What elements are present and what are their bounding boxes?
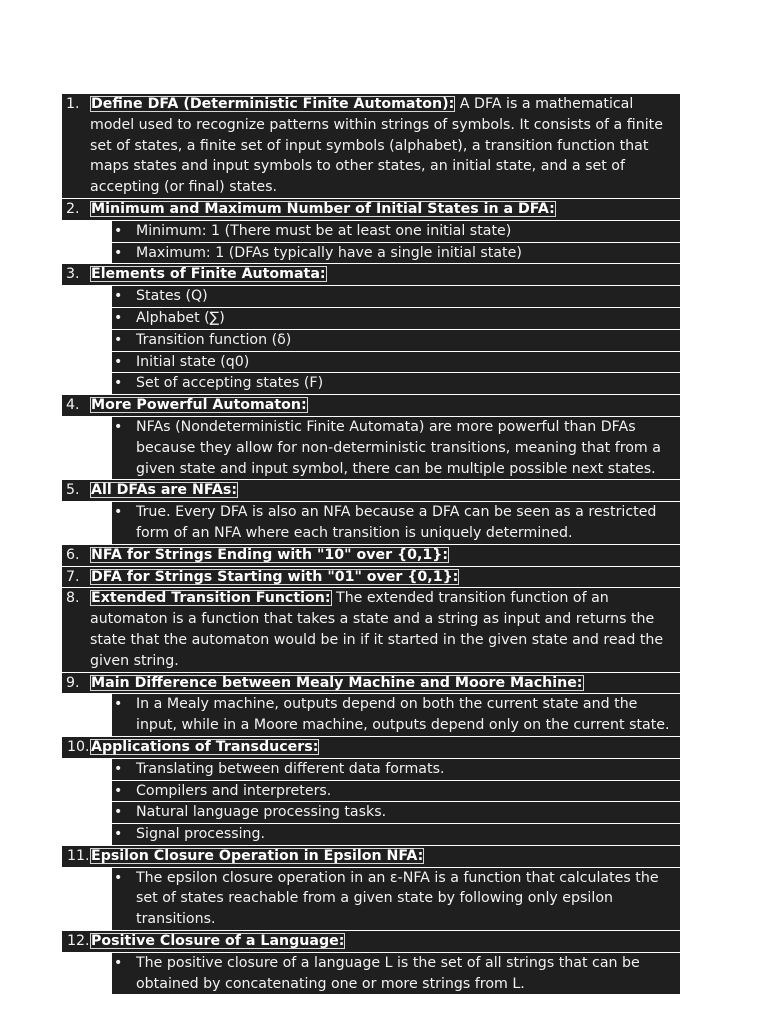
bullet-text: In a Mealy machine, outputs depend on both the current state and the input, while in a Moore machine, outputs depend only on the current state. [136,696,670,734]
bullet-dot-icon: • [114,954,123,971]
item-number: 7. [66,568,80,585]
list-item [62,930,680,952]
list-item [62,672,680,694]
item-number: 12. [67,933,90,950]
bullet-item [112,952,680,995]
bullet-dot-icon: • [114,826,123,843]
item-number: 5. [66,482,80,499]
bullet-item [112,329,680,351]
item-heading: DFA for Strings Starting with "01" over {0,1}: [91,568,459,585]
list-item [62,544,680,566]
list-item [62,394,680,416]
bullet-dot-icon: • [114,696,123,713]
list-item [62,566,680,588]
item-heading: All DFAs are NFAs: [91,482,238,499]
list-item [62,93,680,198]
bullet-text: The epsilon closure operation in an ε-NFA is a function that calculates the set of states reachable from a given state by following only epsilon transitions. [136,869,659,928]
bullet-dot-icon: • [114,375,123,392]
list-item [62,587,680,671]
bullet-dot-icon: • [114,244,123,261]
list-item [62,845,680,867]
bullet-text: Minimum: 1 (There must be at least one initial state) [136,222,512,239]
bullet-item [112,693,680,736]
bullet-text: Set of accepting states (F) [136,375,324,392]
item-heading: Elements of Finite Automata: [91,266,326,283]
bullet-dot-icon: • [114,331,123,348]
item-heading: Minimum and Maximum Number of Initial States in a DFA: [91,200,555,217]
bullet-item [112,867,680,930]
bullet-text: The positive closure of a language L is the set of all strings that can be obtained by concatenating one or more strings from L. [136,954,640,992]
item-number: 4. [66,397,80,414]
bullet-item [112,780,680,802]
bullet-dot-icon: • [114,760,123,777]
bullet-dot-icon: • [114,353,123,370]
item-number: 3. [66,266,80,283]
bullet-text: Signal processing. [136,826,266,843]
item-number: 10. [67,738,90,755]
bullet-item [112,801,680,823]
bullet-text: Initial state (q0) [136,353,250,370]
item-number: 1. [66,96,80,112]
item-number: 6. [66,546,80,563]
bullet-dot-icon: • [114,804,123,821]
item-number: 9. [66,674,80,691]
list-item [62,263,680,285]
list-item [62,198,680,220]
bullet-dot-icon: • [114,309,123,326]
item-heading: Epsilon Closure Operation in Epsilon NFA: [91,847,424,864]
bullet-item [112,220,680,242]
item-number: 8. [66,590,80,607]
item-heading: Extended Transition Function: [91,590,331,607]
list-item [62,479,680,501]
bullet-dot-icon: • [114,504,123,521]
document-page [62,93,680,994]
bullet-text: Translating between different data formats. [136,760,445,777]
bullet-text: Natural language processing tasks. [136,804,387,821]
bullet-dot-icon: • [114,782,123,799]
bullet-dot-icon: • [114,418,123,435]
item-text: A DFA is a mathematical model used to recognize patterns within strings of symbols. It consists of a finite set of states, a finite set of input symbols (alphabet), a transition function that maps states and input symbols to other states, an initial state, and a set of accepting (or final) states. [90,96,663,196]
bullet-text: Compilers and interpreters. [136,782,332,799]
bullet-text: Transition function (δ) [136,331,292,348]
item-heading: Positive Closure of a Language: [91,933,345,950]
item-heading: Define DFA (Deterministic Finite Automaton): [91,96,455,112]
item-number: 2. [66,200,80,217]
bullet-text: Alphabet (∑) [136,309,225,326]
bullet-item [112,372,680,394]
bullet-text: True. Every DFA is also an NFA because a DFA can be seen as a restricted form of an NFA where each transition is uniquely determined. [136,504,657,541]
bullet-item [112,307,680,329]
bullet-dot-icon: • [114,222,123,239]
bullet-item [112,823,680,845]
bullet-dot-icon: • [114,869,123,886]
item-heading: NFA for Strings Ending with "10" over {0,1}: [91,546,449,563]
bullet-item [112,501,680,544]
bullet-text: NFAs (Nondeterministic Finite Automata) are more powerful than DFAs because they allow for non-deterministic transitions, meaning that from a given state and input symbol, there can be multiple possible next states. [136,418,661,477]
item-text: The extended transition function of an automaton is a function that takes a state and a string as input and returns the state that the automaton would be in if it started in the given state and read the given string. [90,590,664,669]
bullet-dot-icon: • [114,288,123,305]
item-number: 11. [67,847,90,864]
bullet-text: States (Q) [136,288,208,305]
list-item [62,736,680,758]
item-heading: Applications of Transducers: [91,738,319,755]
bullet-text: Maximum: 1 (DFAs typically have a single initial state) [136,244,522,261]
bullet-item [112,242,680,264]
item-heading: More Powerful Automaton: [91,397,307,414]
item-heading: Main Difference between Mealy Machine and Moore Machine: [91,674,583,691]
bullet-item [112,351,680,373]
bullet-item [112,285,680,307]
bullet-item [112,758,680,780]
bullet-item [112,416,680,479]
